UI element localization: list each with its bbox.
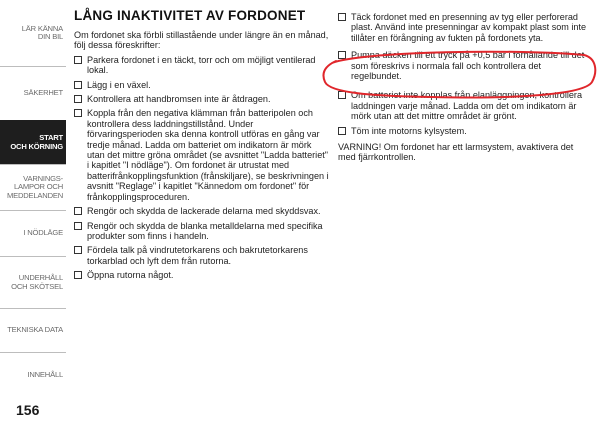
instruction-list [338, 12, 592, 136]
list-item: Om batteriet inte kopplas från elanläggningen, kontrollera laddningen varje månad. Ladda om det om indikatorn är mörk utan att det mittre området är grönt. [338, 90, 592, 121]
list-item-highlighted: Pumpa däcken till ett tryck på +0,5 bar i förhållande till det som föreskrivs i normala fall och kontrollera det regelbundet. [338, 50, 592, 81]
list-item: Fördela talk på vindrutetorkarens och bakrutetorkarens torkarblad och lyft dem från rutorna. [74, 245, 330, 266]
checkbox-bullet-icon [74, 222, 82, 230]
sidebar-item-label: UNDERHÅLL OCH SKÖTSEL [11, 273, 63, 291]
list-item: Öppna rutorna något. [74, 270, 330, 280]
sidebar-item-i-nodlage[interactable] [0, 210, 66, 256]
section-heading: LÅNG INAKTIVITET AV FORDONET [74, 8, 306, 23]
intro-paragraph: Om fordonet ska förbli stillastående under längre än en månad, följ dessa föreskrifter: [74, 30, 329, 51]
page-number: 156 [16, 402, 40, 418]
list-item: Lägg i en växel. [74, 80, 330, 90]
sidebar-item-underhall-och-skotsel[interactable] [0, 256, 66, 308]
warning-paragraph: VARNING! Om fordonet har ett larmsystem, avaktivera det med fjärrkontrollen. [338, 142, 574, 163]
sidebar-item-label: START OCH KÖRNING [10, 133, 63, 151]
sidebar-item-label: INNEHÅLL [27, 370, 63, 380]
left-column [74, 8, 330, 285]
sidebar-item-varningslampor[interactable] [0, 164, 66, 210]
list-item: Täck fordonet med en presenning av tyg eller perforerad plast. Använd inte presenningar av kompakt plast som inte tillåter en förångning av fukten på fordonets yta. [338, 12, 592, 43]
checkbox-bullet-icon [338, 13, 346, 21]
checkbox-bullet-icon [74, 271, 82, 279]
sidebar-item-innehall[interactable] [0, 352, 66, 398]
sidebar-item-label: LÄR KÄNNA DIN BIL [21, 23, 63, 41]
instruction-list [74, 55, 330, 281]
checkbox-bullet-icon [74, 246, 82, 254]
checkbox-bullet-icon [74, 207, 82, 215]
sidebar-item-label: TEKNISKA DATA [7, 325, 63, 335]
checkbox-bullet-icon [338, 51, 346, 59]
checkbox-bullet-icon [338, 91, 346, 99]
list-item: Koppla från den negativa klämman från batteripolen och kontrollera dess laddningstillstånd. Under förvaringsperioden ska denna kontroll utföras en gång var tredje månad. Ladda om batteriet om indikatorn är mörk utan det mittre gröna området (se avsnittet "Ladda batteriet" i kapitlet "I nödläge"). Om fordonet är utrustat med batterifrånkopplingsfunktion (frånskiljare), se beskrivningen i avsnitt "Reglage" i kapitlet "Kännedom om fordonet" för frånkopplingsproceduren. [74, 108, 330, 202]
checkbox-bullet-icon [74, 81, 82, 89]
list-item: Rengör och skydda de blanka metalldelarna med specifika produkter som finns i handeln. [74, 221, 330, 242]
checkbox-bullet-icon [74, 109, 82, 117]
checkbox-bullet-icon [74, 56, 82, 64]
sidebar-item-sakerhet[interactable] [0, 66, 66, 120]
sidebar-item-label: VARNINGS- LAMPOR OCH MEDDELANDEN [6, 173, 63, 200]
sidebar-item-tekniska-data[interactable] [0, 308, 66, 352]
list-item: Parkera fordonet i en täckt, torr och om möjligt ventilerad lokal. [74, 55, 330, 76]
sidebar-item-lar-kanna-din-bil[interactable] [0, 0, 66, 66]
checkbox-bullet-icon [74, 95, 82, 103]
checkbox-bullet-icon [338, 127, 346, 135]
list-item: Rengör och skydda de lackerade delarna med skyddsvax. [74, 206, 330, 216]
sidebar-item-label: I NÖDLÄGE [23, 228, 63, 238]
sidebar-item-label: SÄKERHET [23, 88, 63, 98]
right-column [338, 12, 592, 167]
chapter-sidebar [0, 0, 66, 427]
sidebar-item-start-och-korning[interactable] [0, 120, 66, 164]
list-item: Kontrollera att handbromsen inte är åtdragen. [74, 94, 330, 104]
list-item: Töm inte motorns kylsystem. [338, 126, 592, 136]
